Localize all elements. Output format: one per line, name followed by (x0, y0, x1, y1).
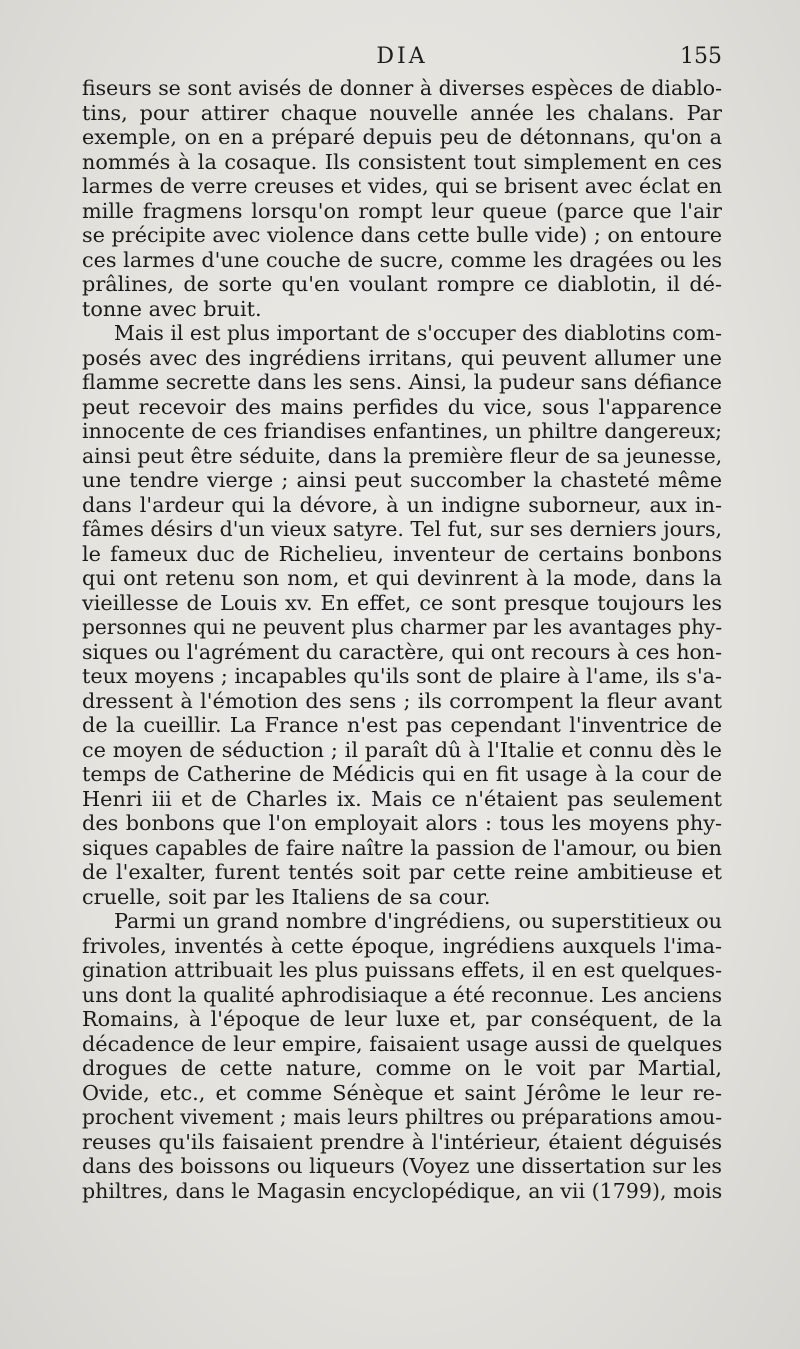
text-line: uns dont la qualité aphrodisiaque a été reconnue. Les anciens (82, 982, 722, 1007)
text-line: Parmi un grand nombre d'ingrédiens, ou superstitieux ou (114, 909, 722, 933)
text-line: flamme secrette dans les sens. Ainsi, la pudeur sans défiance (82, 370, 722, 394)
text-line: dans l'ardeur qui la dévore, à un indigne suborneur, aux in- (82, 492, 722, 517)
text-line: Romains, à l'époque de leur luxe et, par conséquent, de la (82, 1007, 722, 1031)
text-line: frivoles, inventés à cette époque, ingrédiens auxquels l'ima- (82, 933, 722, 958)
text-line: le fameux duc de Richelieu, inventeur de certains bonbons (82, 541, 722, 566)
text-line: prâlines, de sorte qu'en voulant rompre ce diablotin, il dé- (82, 272, 722, 296)
paragraph (82, 76, 722, 321)
text-line: larmes de verre creuses et vides, qui se brisent avec éclat en (82, 174, 722, 198)
text-line: siques capables de faire naître la passion de l'amour, ou bien (82, 835, 722, 860)
text-line: reuses qu'ils faisaient prendre à l'intérieur, étaient déguisés (82, 1129, 722, 1154)
text-line: siques ou l'agrément du caractère, qui ont recours à ces hon- (82, 639, 723, 664)
text-line: fâmes désirs d'un vieux satyre. Tel fut, sur ses derniers jours, (82, 517, 722, 541)
text-line: ainsi peut être séduite, dans la première fleur de sa jeunesse, (82, 443, 723, 468)
text-line: des bonbons que l'on employait alors : tous les moyens phy- (82, 811, 722, 835)
text-line: cruelle, soit par les Italiens de sa cour. (82, 884, 491, 909)
text-line: fiseurs se sont avisés de donner à diverses espèces de diablo- (82, 76, 722, 100)
body-text (82, 76, 722, 1203)
text-line: vieillesse de Louis xv. En effet, ce sont presque toujours les (82, 590, 722, 615)
text-line: qui ont retenu son nom, et qui devinrent à la mode, dans la (82, 566, 722, 590)
text-line: tins, pour attirer chaque nouvelle année les chalans. Par (82, 100, 722, 125)
text-line: de la cueillir. La France n'est pas cependant l'inventrice de (82, 713, 722, 737)
running-head: DIA (376, 44, 428, 69)
text-line: Ovide, etc., et comme Sénèque et saint Jérôme le leur re- (82, 1080, 722, 1105)
text-line: de l'exalter, furent tentés soit par cette reine ambitieuse et (82, 860, 722, 884)
text-line: innocente de ces friandises enfantines, un philtre dangereux; (82, 419, 723, 443)
text-line: Mais il est plus important de s'occuper des diablotins com- (114, 321, 722, 345)
text-line: peut recevoir des mains perfides du vice, sous l'apparence (82, 394, 722, 419)
text-line: prochent vivement ; mais leurs philtres ou préparations amou- (82, 1105, 722, 1129)
text-line: dans des boissons ou liqueurs (Voyez une dissertation sur les (82, 1154, 722, 1178)
text-line: temps de Catherine de Médicis qui en fit usage à la cour de (82, 762, 722, 786)
page-header (82, 44, 722, 76)
text-line: nommés à la cosaque. Ils consistent tout simplement en ces (82, 149, 722, 174)
text-line: exemple, on en a préparé depuis peu de détonnans, qu'on a (82, 125, 722, 149)
text-line: ce moyen de séduction ; il paraît dû à l'Italie et connu dès le (82, 737, 722, 762)
text-line: posés avec des ingrédiens irritans, qui peuvent allumer une (82, 345, 722, 370)
text-line: Henri iii et de Charles ix. Mais ce n'étaient pas seulement (82, 786, 722, 811)
text-line: dressent à l'émotion des sens ; ils corrompent la fleur avant (82, 688, 722, 713)
text-line: gination attribuait les plus puissans effets, il en est quelques- (82, 958, 722, 982)
text-line: une tendre vierge ; ainsi peut succomber la chasteté même (82, 468, 722, 492)
text-line: philtres, dans le Magasin encyclopédique, an vii (1799), mois (82, 1178, 723, 1203)
text-line: personnes qui ne peuvent plus charmer par les avantages phy- (82, 615, 723, 639)
paragraph (82, 321, 722, 909)
text-line: ces larmes d'une couche de sucre, comme les dragées ou les (82, 247, 723, 272)
paragraph (82, 909, 722, 1203)
page-number: 155 (680, 44, 722, 69)
text-line: teux moyens ; incapables qu'ils sont de plaire à l'ame, ils s'a- (82, 664, 723, 688)
text-line: tonne avec bruit. (82, 296, 262, 321)
text-line: se précipite avec violence dans cette bulle vide) ; on entoure (82, 223, 722, 247)
text-line: mille fragmens lorsqu'on rompt leur queue (parce que l'air (82, 198, 722, 223)
text-line: décadence de leur empire, faisaient usage aussi de quelques (82, 1031, 723, 1056)
text-line: drogues de cette nature, comme on le voit par Martial, (82, 1056, 722, 1080)
